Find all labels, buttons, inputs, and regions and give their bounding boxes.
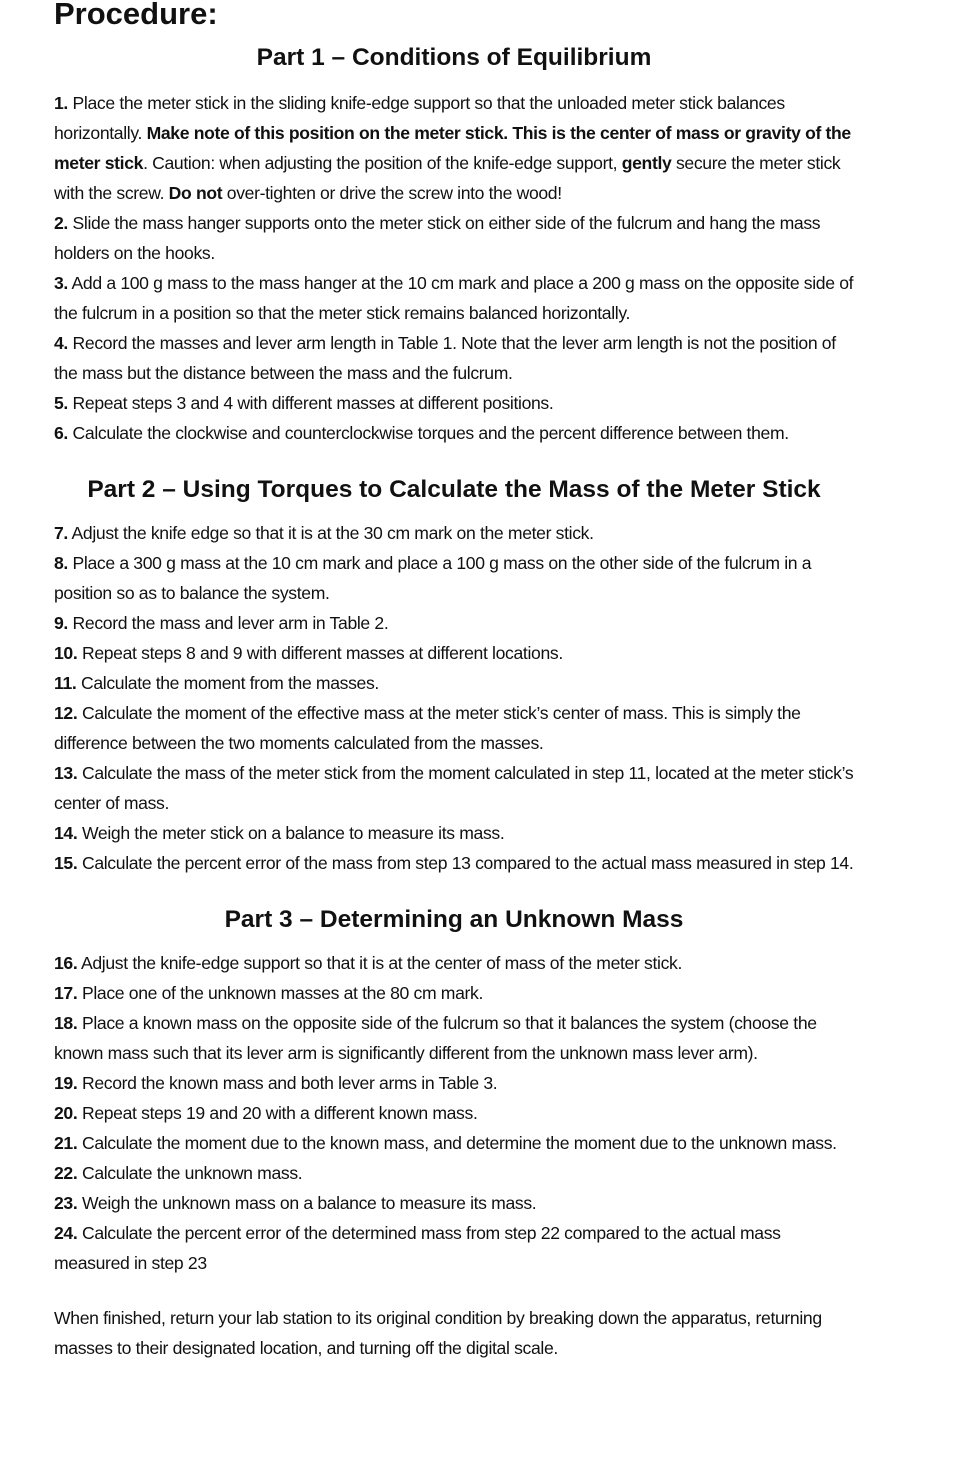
step-number: 20.	[54, 1103, 78, 1123]
step-number: 5.	[54, 393, 68, 413]
step-text-bold: gently	[621, 153, 672, 173]
step-text: Place the meter stick in the sliding knife-edge support so that the unloaded meter stick balances horizontally.	[54, 93, 785, 143]
procedure-step	[54, 668, 854, 698]
step-number: 11.	[54, 673, 77, 693]
step-number: 9.	[54, 613, 68, 633]
step-text-bold: Do not	[168, 183, 223, 203]
procedure-step	[54, 1188, 854, 1218]
step-text: Repeat steps 3 and 4 with different masses at different positions.	[67, 393, 554, 413]
step-text: . Caution: when adjusting the position of the knife-edge support,	[143, 153, 622, 173]
step-text: Calculate the moment of the effective mass at the meter stick’s center of mass. This is simply the difference between the two moments calculated from the masses.	[54, 703, 801, 753]
step-number: 7.	[54, 523, 68, 543]
step-text: Weigh the meter stick on a balance to measure its mass.	[77, 823, 505, 843]
step-number: 3.	[54, 273, 68, 293]
procedure-document	[54, 0, 854, 1363]
step-number: 4.	[54, 333, 68, 353]
procedure-step	[54, 848, 854, 878]
step-number: 18.	[54, 1013, 78, 1033]
step-number: 6.	[54, 423, 68, 443]
step-text: Slide the mass hanger supports onto the meter stick on either side of the fulcrum and hang the mass holders on the hooks.	[54, 213, 821, 263]
procedure-step	[54, 1158, 854, 1188]
step-number: 2.	[54, 213, 68, 233]
step-text: Record the masses and lever arm length in Table 1. Note that the lever arm length is not the position of the mass but the distance between the mass and the fulcrum.	[54, 333, 836, 383]
step-text: Place a 300 g mass at the 10 cm mark and place a 100 g mass on the other side of the fulcrum in a position so as to balance the system.	[54, 553, 812, 603]
step-text: Repeat steps 19 and 20 with a different known mass.	[77, 1103, 478, 1123]
step-text: Calculate the percent error of the determined mass from step 22 compared to the actual mass measured in step 23	[54, 1223, 781, 1273]
procedure-step	[54, 388, 854, 418]
procedure-step	[54, 328, 854, 388]
step-number: 24.	[54, 1223, 78, 1243]
procedure-step	[54, 548, 854, 608]
step-number: 16.	[54, 953, 78, 973]
step-text: Calculate the moment from the masses.	[76, 673, 379, 693]
step-text: Repeat steps 8 and 9 with different masses at different locations.	[77, 643, 563, 663]
procedure-step	[54, 268, 854, 328]
part-2-heading: Part 2 – Using Torques to Calculate the Mass of the Meter Stick	[87, 476, 821, 503]
procedure-step	[54, 978, 854, 1008]
step-number: 15.	[54, 853, 78, 873]
step-text: Calculate the unknown mass.	[77, 1163, 303, 1183]
step-number: 13.	[54, 763, 78, 783]
procedure-step	[54, 1128, 854, 1158]
step-number: 8.	[54, 553, 68, 573]
procedure-step	[54, 698, 854, 758]
procedure-step	[54, 818, 854, 848]
step-number: 12.	[54, 703, 78, 723]
step-text: Calculate the clockwise and counterclockwise torques and the percent difference between them.	[67, 423, 789, 443]
procedure-step	[54, 758, 854, 818]
step-number: 1.	[54, 93, 68, 113]
step-text: Add a 100 g mass to the mass hanger at the 10 cm mark and place a 200 g mass on the opposite side of the fulcrum in a position so that the meter stick remains balanced horizontally.	[54, 273, 854, 323]
step-number: 21.	[54, 1133, 78, 1153]
step-text: Record the known mass and both lever arms in Table 3.	[77, 1073, 498, 1093]
step-text: secure the meter stick with the screw.	[54, 153, 841, 203]
procedure-step	[54, 608, 854, 638]
part-1-steps	[54, 88, 854, 448]
procedure-step	[54, 1098, 854, 1128]
procedure-step	[54, 208, 854, 268]
step-number: 14.	[54, 823, 78, 843]
part-2-steps	[54, 518, 854, 878]
step-text: Adjust the knife edge so that it is at the 30 cm mark on the meter stick.	[67, 523, 594, 543]
step-text: Calculate the moment due to the known mass, and determine the moment due to the unknown mass.	[77, 1133, 837, 1153]
step-text: Place one of the unknown masses at the 80 cm mark.	[77, 983, 484, 1003]
step-number: 23.	[54, 1193, 78, 1213]
procedure-step	[54, 1008, 854, 1068]
step-text: Place a known mass on the opposite side of the fulcrum so that it balances the system (choose the known mass such that its lever arm is significantly different from the unknown mass lever arm).	[54, 1013, 817, 1063]
part-3-heading: Part 3 – Determining an Unknown Mass	[224, 906, 684, 933]
procedure-step	[54, 518, 854, 548]
procedure-step	[54, 638, 854, 668]
step-number: 10.	[54, 643, 78, 663]
step-number: 17.	[54, 983, 78, 1003]
step-text: Adjust the knife-edge support so that it is at the center of mass of the meter stick.	[77, 953, 682, 973]
procedure-step	[54, 88, 854, 208]
part-3-steps	[54, 948, 854, 1278]
step-text: Record the mass and lever arm in Table 2.	[67, 613, 389, 633]
procedure-step	[54, 418, 854, 448]
step-text: Calculate the percent error of the mass from step 13 compared to the actual mass measured in step 14.	[77, 853, 854, 873]
step-number: 19.	[54, 1073, 78, 1093]
procedure-step	[54, 948, 854, 978]
step-text: over-tighten or drive the screw into the wood!	[222, 183, 562, 203]
procedure-step	[54, 1068, 854, 1098]
procedure-step	[54, 1218, 854, 1278]
page-title: Procedure:	[54, 0, 218, 31]
part-1-heading: Part 1 – Conditions of Equilibrium	[256, 44, 652, 71]
step-number: 22.	[54, 1163, 78, 1183]
step-text: Calculate the mass of the meter stick from the moment calculated in step 11, located at the meter stick’s center of mass.	[54, 763, 854, 813]
step-text-bold: Make note of this position on the meter stick. This is the center of mass or gravity of the meter stick	[54, 123, 851, 173]
closing-paragraph: When finished, return your lab station to its original condition by breaking down the apparatus, returning masses to their designated location, and turning off the digital scale.	[54, 1308, 822, 1358]
step-text: Weigh the unknown mass on a balance to measure its mass.	[77, 1193, 537, 1213]
